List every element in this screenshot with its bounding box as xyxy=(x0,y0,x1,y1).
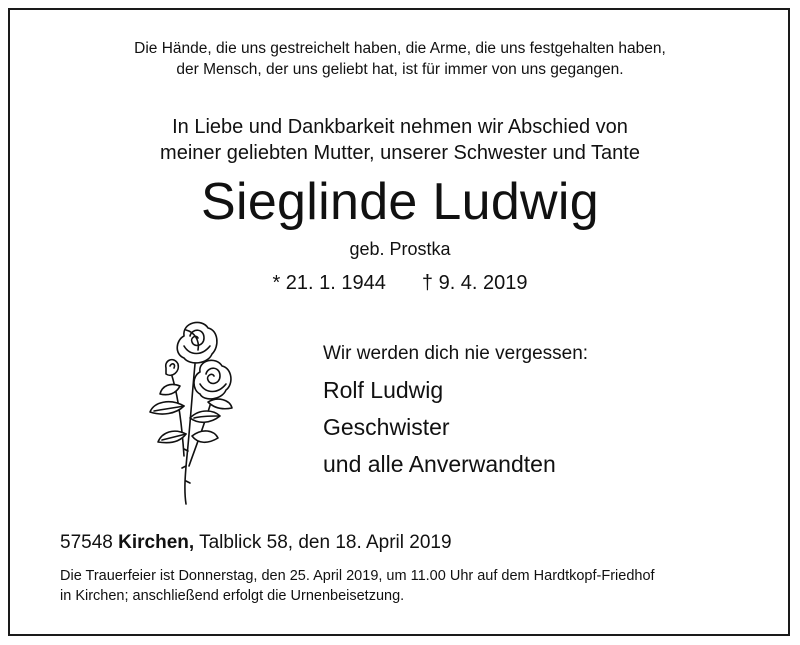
mourner-name: Rolf Ludwig xyxy=(323,377,444,403)
address-rest: Talblick 58, den 18. April 2019 xyxy=(199,532,452,553)
death-date: † 9. 4. 2019 xyxy=(421,272,528,294)
service-line-2: in Kirchen; anschließend erfolgt die Urnenbeisetzung. xyxy=(60,588,405,604)
mourners-block xyxy=(323,340,588,483)
mourner-name: Geschwister xyxy=(323,414,450,440)
service-line-1: Die Trauerfeier ist Donnerstag, den 25. April 2019, um 11.00 Uhr auf dem Hardtkopf-Friedhof xyxy=(60,568,655,584)
mourners-lead: Wir werden dich nie vergessen: xyxy=(323,343,589,364)
life-dates xyxy=(0,270,800,296)
mourner-name: und alle Anverwandten xyxy=(323,451,556,477)
intro-text xyxy=(0,114,800,166)
address-line xyxy=(60,530,452,556)
intro-line-2: meiner geliebten Mutter, unserer Schwester und Tante xyxy=(160,142,640,164)
deceased-name: Sieglinde Ludwig xyxy=(201,173,599,231)
service-info xyxy=(60,566,760,606)
intro-line-1: In Liebe und Dankbarkeit nehmen wir Abschied von xyxy=(172,116,628,138)
motto-line-2: der Mensch, der uns geliebt hat, ist für immer von uns gegangen. xyxy=(176,61,624,78)
motto xyxy=(0,38,800,80)
rose-icon xyxy=(140,316,250,508)
birth-date: * 21. 1. 1944 xyxy=(272,272,386,294)
postal-code: 57548 xyxy=(60,532,113,553)
city: Kirchen, xyxy=(118,532,195,553)
motto-line-1: Die Hände, die uns gestreichelt haben, die Arme, die uns festgehalten haben, xyxy=(134,40,666,57)
birth-name: geb. Prostka xyxy=(349,239,451,259)
